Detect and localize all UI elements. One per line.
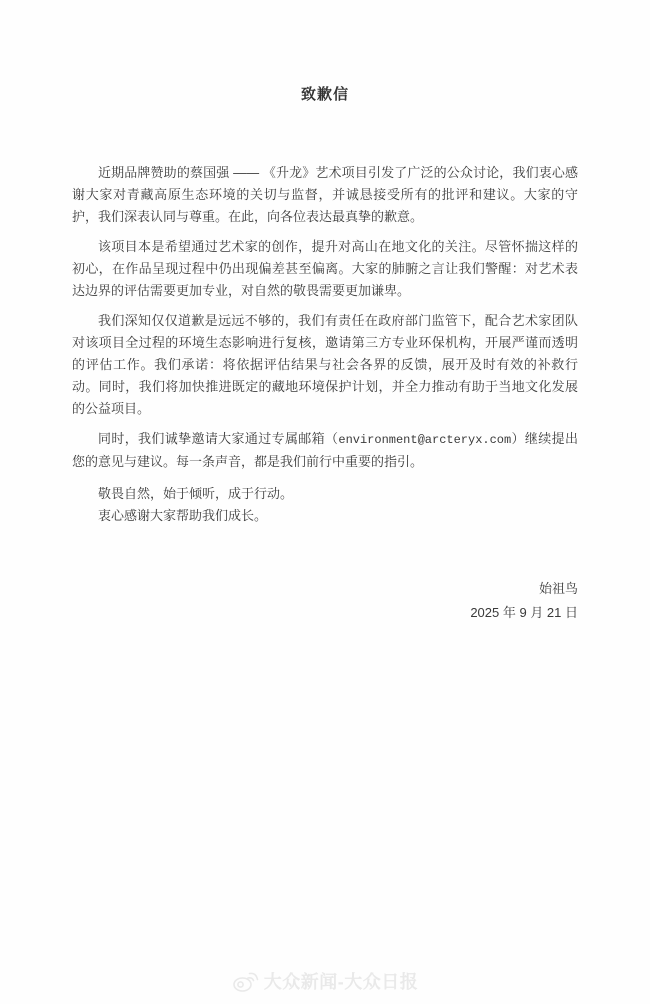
signature-brand: 始祖鸟 bbox=[538, 581, 578, 596]
signature-date: 2025 年 9 月 21 日 bbox=[470, 605, 578, 620]
weibo-logo-icon bbox=[232, 969, 259, 993]
page bbox=[0, 85, 650, 1004]
watermark-text: 大众新闻-大众日报 bbox=[263, 972, 419, 992]
letter-paragraph-1: 近期品牌赞助的蔡国强 —— 《升龙》艺术项目引发了广泛的公众讨论，我们衷心感谢大家对青藏高原生态环境的关切与监督，并诚恳接受所有的批评和建议。大家的守护，我们深表认同与尊重。在此，向各位表达最真挚的歉意。 bbox=[72, 165, 578, 224]
apology-letter-document bbox=[72, 85, 578, 625]
closing-line-2: 衷心感谢大家帮助我们成长。 bbox=[98, 508, 268, 523]
signature-block bbox=[72, 577, 578, 625]
closing-line-1: 敬畏自然，始于倾听，成于行动。 bbox=[98, 486, 294, 501]
letter-paragraph-3: 我们深知仅仅道歉是远远不够的，我们有责任在政府部门监管下，配合艺术家团队对该项目全过程的环境生态影响进行复核，邀请第三方专业环保机构，开展严谨而透明的评估工作。我们承诺：将依据评估结果与社会各界的反馈，展开及时有效的补救行动。同时，我们将加快推进既定的藏地环境保护计划，并全力推动有助于当地文化发展的公益项目。 bbox=[72, 313, 578, 416]
letter-paragraph-4 bbox=[72, 428, 578, 473]
email-paragraph-before: 同时，我们诚挚邀请大家通过专属邮箱（ bbox=[98, 431, 339, 446]
email-address: environment@arcteryx.com bbox=[338, 433, 512, 447]
letter-paragraph-2: 该项目本是希望通过艺术家的创作，提升对高山在地文化的关注。尽管怀揣这样的初心，在作品呈现过程中仍出现偏差甚至偏离。大家的肺腑之言让我们警醒：对艺术表达边界的评估需要更加专业，对自然的敬畏需要更加谦卑。 bbox=[72, 239, 578, 298]
email-paragraph-after: ）继续提出您的意见与建议。每一条声音，都是我们前行中重要的指引。 bbox=[72, 431, 578, 469]
closing-lines bbox=[72, 483, 578, 527]
watermark bbox=[0, 968, 650, 994]
letter-title: 致歉信 bbox=[300, 86, 349, 103]
